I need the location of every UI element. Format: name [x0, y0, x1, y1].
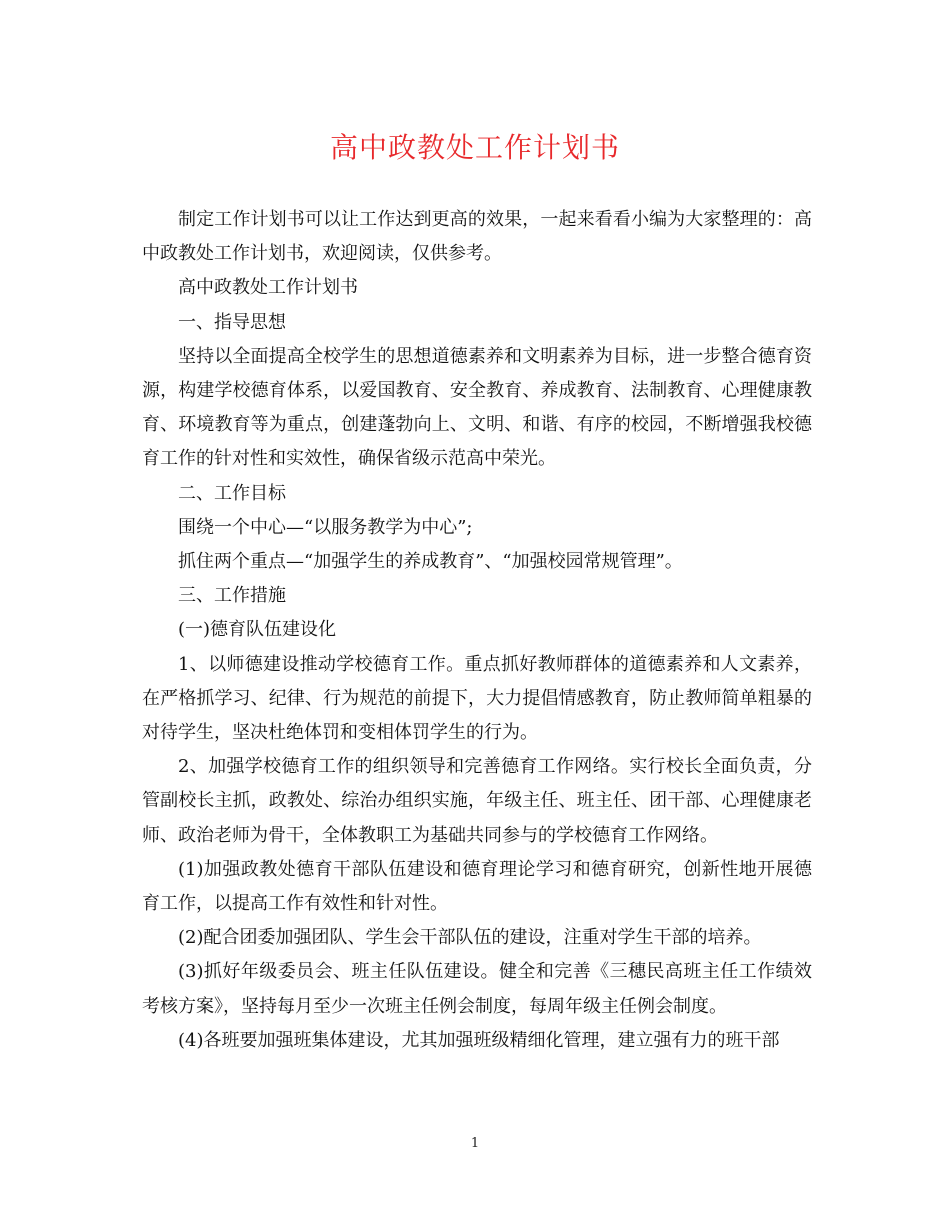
paragraph-item-3: (3)抓好年级委员会、班主任队伍建设。健全和完善《三穗民高班主任工作绩效考核方案》，坚持每月至少一次班主任例会制度，每周年级主任例会制度。 — [142, 961, 812, 1017]
section-heading-work-measures: 三、工作措施 — [178, 585, 286, 607]
paragraph-subtitle: 高中政教处工作计划书 — [178, 277, 358, 299]
section-heading-work-goals: 二、工作目标 — [178, 482, 286, 504]
section-heading-guiding-thought: 一、指导思想 — [178, 311, 286, 333]
paragraph-goal-center: 围绕一个中心—“以服务教学为中心”; — [178, 516, 473, 538]
paragraph-intro: 制定工作计划书可以让工作达到更高的效果，一起来看看小编为大家整理的：高中政教处工作计划书，欢迎阅读，仅供参考。 — [142, 209, 812, 265]
paragraph-item-1: (1)加强政教处德育干部队伍建设和德育理论学习和德育研究，创新性地开展德育工作，以提高工作有效性和针对性。 — [142, 858, 812, 915]
subsection-heading-team-building: (一)德育队伍建设化 — [178, 619, 337, 641]
page-number: 1 — [470, 1136, 480, 1151]
paragraph-measure-1: 1、以师德建设推动学校德育工作。重点抓好教师群体的道德素养和人文素养，在严格抓学习、纪律、行为规范的前提下，大力提倡情感教育，防止教师简单粗暴的对待学生，坚决杜绝体罚和变相体罚学生的行为。 — [142, 653, 812, 744]
paragraph-measure-2: 2、加强学校德育工作的组织领导和完善德育工作网络。实行校长全面负责，分管副校长主抓，政教处、综治办组织实施，年级主任、班主任、团干部、心理健康老师、政治老师为骨干，全体教职工为基础共同参与的学校德育工作网络。 — [142, 756, 812, 846]
paragraph-goal-focus: 抓住两个重点—“加强学生的养成教育”、“加强校园常规管理”。 — [178, 551, 683, 573]
paragraph-guiding-thought: 坚持以全面提高全校学生的思想道德素养和文明素养为目标，进一步整合德育资源，构建学校德育体系，以爱国教育、安全教育、养成教育、法制教育、心理健康教育、环境教育等为重点，创建蓬勃向上、文明、和谐、有序的校园，不断增强我校德育工作的针对性和实效性，确保省级示范高中荣光。 — [142, 345, 812, 470]
document-body — [142, 203, 812, 1058]
paragraph-item-2: (2)配合团委加强团队、学生会干部队伍的建设，注重对学生干部的培养。 — [178, 927, 762, 949]
document-title: 高中政教处工作计划书 — [329, 131, 620, 164]
paragraph-item-4: (4)各班要加强班集体建设，尤其加强班级精细化管理，建立强有力的班干部 — [178, 1029, 780, 1051]
